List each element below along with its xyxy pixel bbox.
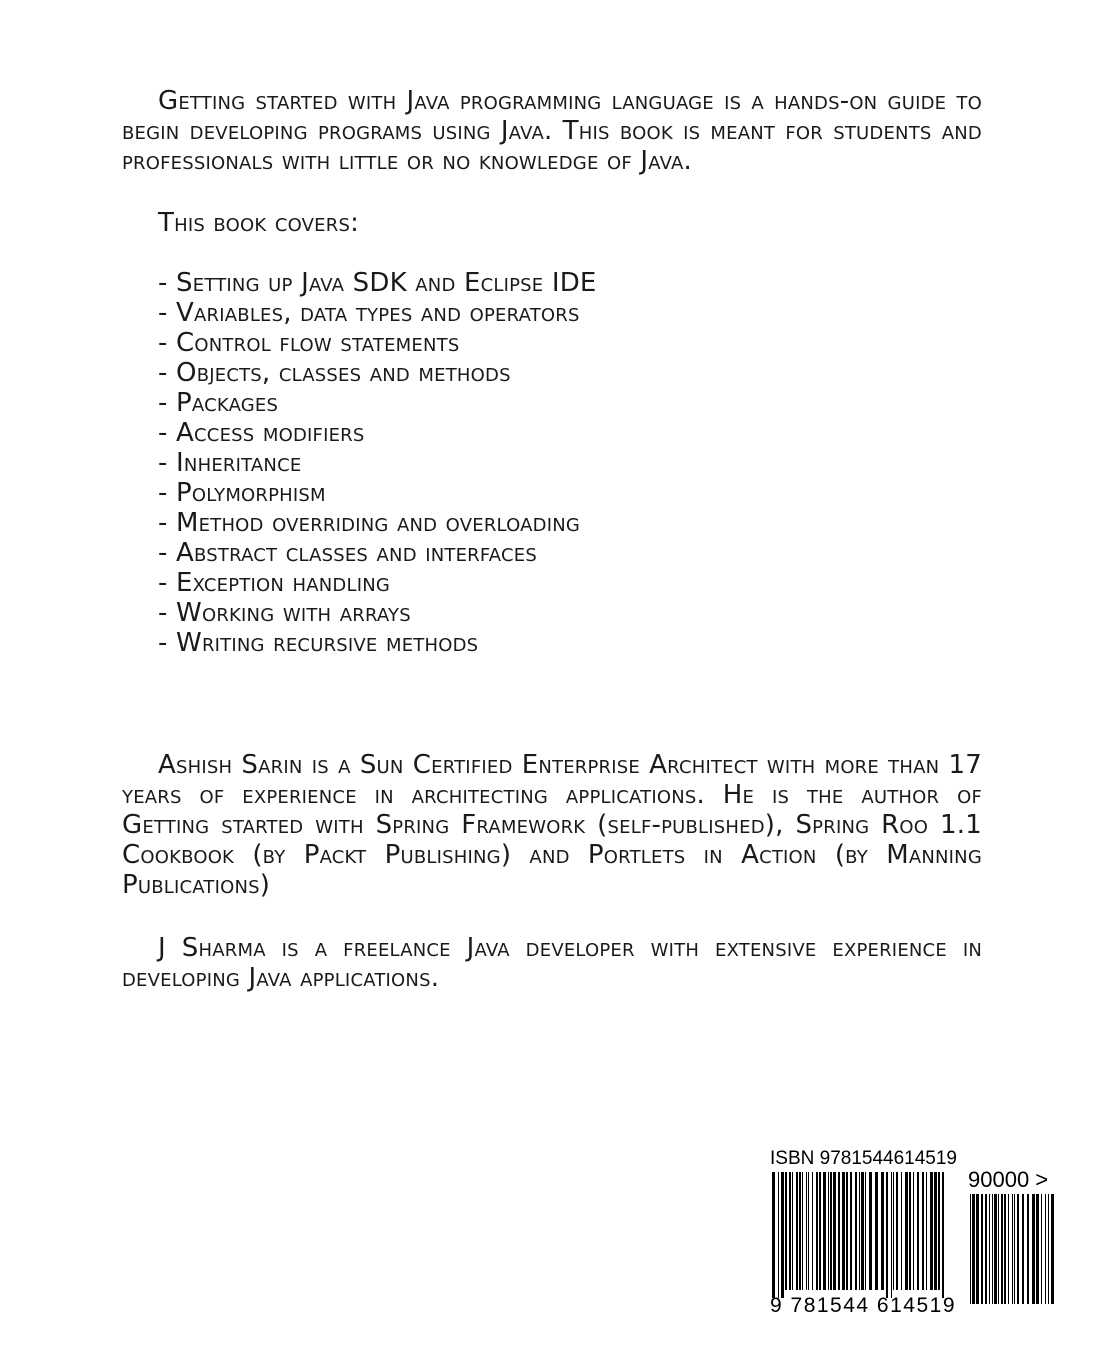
barcode-bar bbox=[1022, 1194, 1024, 1304]
barcode-bar bbox=[859, 1172, 860, 1290]
topic-item: - Packages bbox=[158, 388, 279, 418]
barcode-bar bbox=[785, 1172, 787, 1290]
barcode-bar bbox=[1017, 1194, 1019, 1304]
barcode-bar bbox=[861, 1172, 864, 1290]
barcode-bar bbox=[942, 1172, 944, 1298]
barcode-bar bbox=[1027, 1194, 1029, 1304]
topic-item: - Abstract classes and interfaces bbox=[158, 538, 537, 568]
topic-item: - Working with arrays bbox=[158, 598, 411, 628]
barcode-bar bbox=[819, 1172, 821, 1290]
barcode-bar bbox=[917, 1172, 919, 1290]
barcode-bar bbox=[823, 1172, 826, 1290]
barcode-bar bbox=[830, 1172, 832, 1290]
topic-item: - Control flow statements bbox=[158, 328, 460, 358]
barcode-bar bbox=[1036, 1194, 1039, 1304]
barcode-bar bbox=[926, 1172, 927, 1290]
barcode-bar bbox=[934, 1172, 937, 1290]
barcode-bar bbox=[972, 1194, 975, 1304]
barcode-bar bbox=[1001, 1194, 1003, 1304]
author-bio-ashish-sarin: Ashish Sarin is a Sun Certified Enterprise Architect with more than 17 years of experience in architecting applications. He is the author of Getting started with Spring Framework (self-published), Spring Roo 1.1 Cookbook (by Packt Publishing) and Portlets in Action (by Manning Publications) bbox=[122, 750, 982, 900]
barcode-bar bbox=[865, 1172, 866, 1290]
barcode-bar bbox=[989, 1194, 990, 1304]
barcode-bar bbox=[913, 1172, 914, 1290]
barcode-bar bbox=[1051, 1194, 1054, 1304]
author-bio-j-sharma: J Sharma is a freelance Java developer with extensive experience in developing Java applications. bbox=[122, 933, 982, 993]
barcode-bar bbox=[905, 1172, 908, 1290]
barcode-bar bbox=[816, 1172, 818, 1290]
barcode-bar bbox=[796, 1172, 798, 1290]
addon-barcode-bars bbox=[968, 1194, 1058, 1312]
ean-barcode-bars bbox=[770, 1172, 950, 1298]
barcode-bar bbox=[875, 1172, 878, 1290]
barcode-bar bbox=[812, 1172, 813, 1290]
topic-item: - Objects, classes and methods bbox=[158, 358, 511, 388]
barcode-bar bbox=[802, 1172, 803, 1290]
topics-list bbox=[158, 268, 858, 658]
barcode-bar bbox=[828, 1172, 829, 1290]
barcode-bar bbox=[901, 1172, 902, 1290]
barcode-bar bbox=[891, 1172, 892, 1298]
book-description: Getting started with Java programming language is a hands-on guide to begin developing programs using Java. This book is meant for students and professionals with little or no knowledge of Java. bbox=[122, 86, 982, 176]
barcode-bar bbox=[850, 1172, 852, 1290]
isbn-barcode bbox=[770, 1148, 1062, 1320]
barcode-bar bbox=[792, 1172, 793, 1290]
barcode-bar bbox=[893, 1172, 894, 1290]
barcode-bar bbox=[789, 1172, 791, 1290]
price-code: 90000 > bbox=[968, 1167, 1049, 1192]
barcode-bar bbox=[799, 1172, 801, 1290]
barcode-bar bbox=[930, 1172, 933, 1290]
barcode-bar bbox=[808, 1172, 809, 1290]
barcode-bar bbox=[781, 1172, 784, 1298]
topic-item: - Setting up Java SDK and Eclipse IDE bbox=[158, 268, 597, 298]
barcode-bar bbox=[909, 1172, 911, 1290]
barcode-bar bbox=[896, 1172, 898, 1290]
barcode-bar bbox=[778, 1172, 779, 1298]
topic-item: - Variables, data types and operators bbox=[158, 298, 580, 328]
barcode-bar bbox=[992, 1194, 993, 1304]
isbn-label: ISBN 9781544614519 bbox=[770, 1148, 957, 1169]
barcode-bar bbox=[922, 1172, 924, 1290]
barcode-bar bbox=[1045, 1194, 1046, 1304]
barcode-bar bbox=[886, 1172, 888, 1298]
barcode-bar bbox=[1012, 1194, 1013, 1304]
barcode-bar bbox=[846, 1172, 848, 1290]
barcode-bar bbox=[1041, 1194, 1042, 1304]
barcode-bar bbox=[806, 1172, 807, 1290]
topics-heading: This book covers: bbox=[158, 208, 360, 238]
barcode-bar bbox=[869, 1172, 872, 1290]
barcode-bar bbox=[1014, 1194, 1015, 1304]
barcode-bar bbox=[833, 1172, 836, 1290]
barcode-bar bbox=[994, 1194, 997, 1304]
barcode-bar bbox=[1048, 1194, 1049, 1304]
barcode-bar bbox=[1004, 1194, 1006, 1304]
topic-item: - Exception handling bbox=[158, 568, 391, 598]
barcode-bar bbox=[970, 1194, 971, 1304]
barcode-bar bbox=[985, 1194, 987, 1304]
barcode-bar bbox=[1032, 1194, 1035, 1304]
barcode-bar bbox=[772, 1172, 775, 1298]
barcode-bar bbox=[842, 1172, 845, 1290]
barcode-bar bbox=[881, 1172, 884, 1290]
barcode-bar bbox=[998, 1194, 999, 1304]
topic-item: - Access modifiers bbox=[158, 418, 365, 448]
topic-item: - Method overriding and overloading bbox=[158, 508, 581, 538]
barcode-bar bbox=[838, 1172, 840, 1290]
topic-item: - Inheritance bbox=[158, 448, 302, 478]
barcode-bar bbox=[855, 1172, 857, 1290]
topic-item: - Polymorphism bbox=[158, 478, 326, 508]
topic-item: - Writing recursive methods bbox=[158, 628, 479, 658]
barcode-bar bbox=[976, 1194, 979, 1304]
ean-digits: 9 781544 614519 bbox=[770, 1294, 956, 1317]
barcode-bar bbox=[1008, 1194, 1009, 1304]
barcode-bar bbox=[981, 1194, 983, 1304]
barcode-bar bbox=[938, 1172, 940, 1290]
